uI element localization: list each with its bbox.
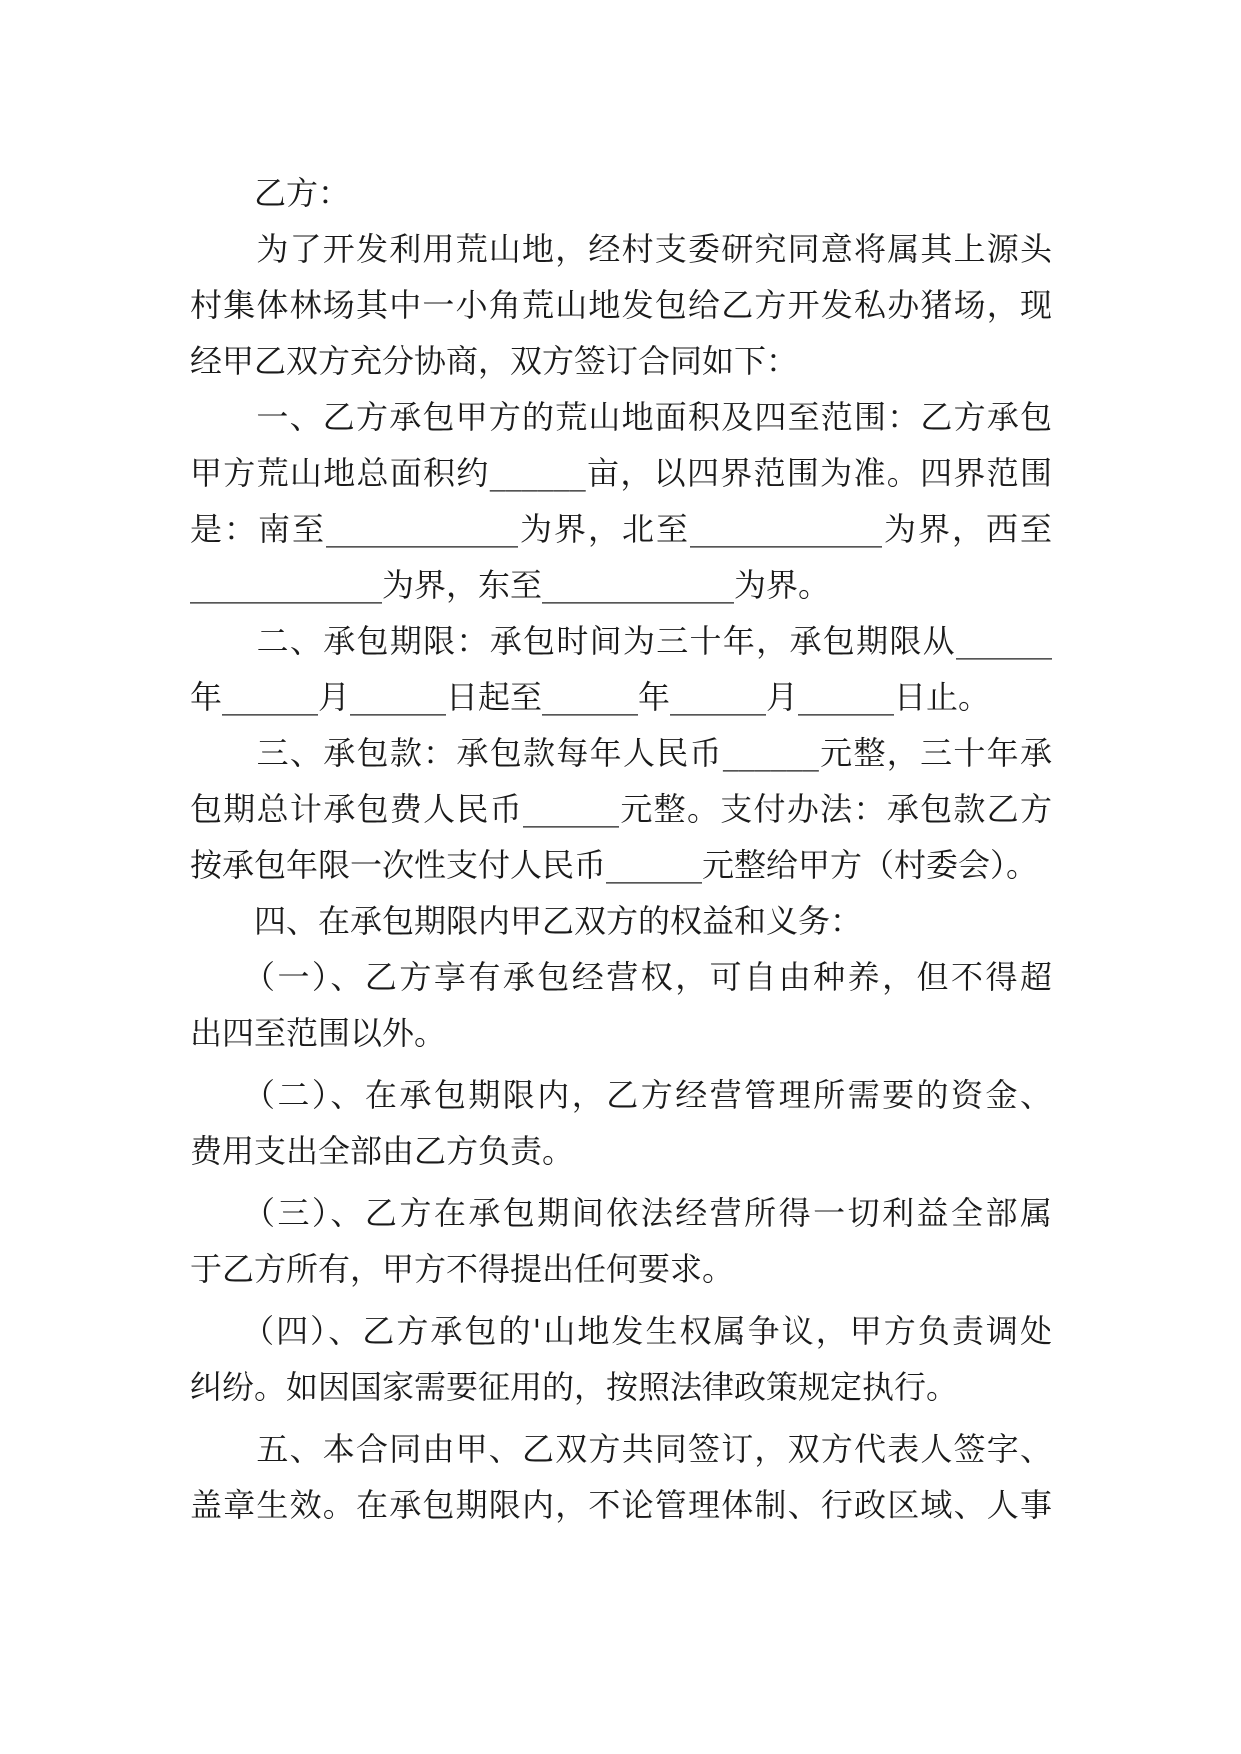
paragraph-line: 四、在承包期限内甲乙双方的权益和义务：	[190, 902, 863, 940]
paragraph-line: 按承包年限一次性支付人民币______元整给甲方（村委会）。	[190, 846, 1039, 884]
paragraph-line: 乙方：	[190, 174, 351, 212]
paragraph-line: 经甲乙双方充分协商，双方签订合同如下：	[190, 342, 799, 380]
paragraph-line: 纠纷。如因国家需要征用的，按照法律政策规定执行。	[190, 1368, 959, 1406]
paragraph-line: （二）、在承包期限内，乙方经营管理所需要的资金、	[190, 1076, 1052, 1114]
paragraph-line: 二、承包期限：承包时间为三十年，承包期限从______	[190, 622, 1052, 660]
paragraph-line: （一）、乙方享有承包经营权，可自由种养，但不得超	[190, 958, 1052, 996]
paragraph-line: 村集体林场其中一小角荒山地发包给乙方开发私办猪场，现	[190, 286, 1052, 324]
paragraph-line: 是：南至____________为界，北至____________为界，西至	[190, 510, 1052, 548]
paragraph-line: （三）、乙方在承包期间依法经营所得一切利益全部属	[190, 1194, 1052, 1232]
paragraph-line: 一、乙方承包甲方的荒山地面积及四至范围：乙方承包	[190, 398, 1052, 436]
paragraph-line: 包期总计承包费人民币______元整。支付办法：承包款乙方	[190, 790, 1052, 828]
contract-body	[190, 165, 1052, 1533]
paragraph-line: 为了开发利用荒山地，经村支委研究同意将属其上源头	[190, 230, 1052, 268]
paragraph-line: 出四至范围以外。	[190, 1014, 447, 1052]
paragraph-line: 三、承包款：承包款每年人民币______元整，三十年承	[190, 734, 1052, 772]
paragraph-line: ____________为界，东至____________为界。	[190, 566, 831, 604]
paragraph-line: 盖章生效。在承包期限内，不论管理体制、行政区域、人事	[190, 1486, 1052, 1524]
paragraph-line: （四）、乙方承包的'山地发生权属争议，甲方负责调处	[190, 1312, 1052, 1350]
paragraph-line: 五、本合同由甲、乙双方共同签订，双方代表人签字、	[190, 1430, 1052, 1468]
paragraph-line: 于乙方所有，甲方不得提出任何要求。	[190, 1250, 735, 1288]
paragraph-line: 费用支出全部由乙方负责。	[190, 1132, 575, 1170]
paragraph-line: 年______月______日起至______年______月______日止。	[190, 678, 991, 716]
paragraph-line: 甲方荒山地总面积约______亩，以四界范围为准。四界范围	[190, 454, 1052, 492]
